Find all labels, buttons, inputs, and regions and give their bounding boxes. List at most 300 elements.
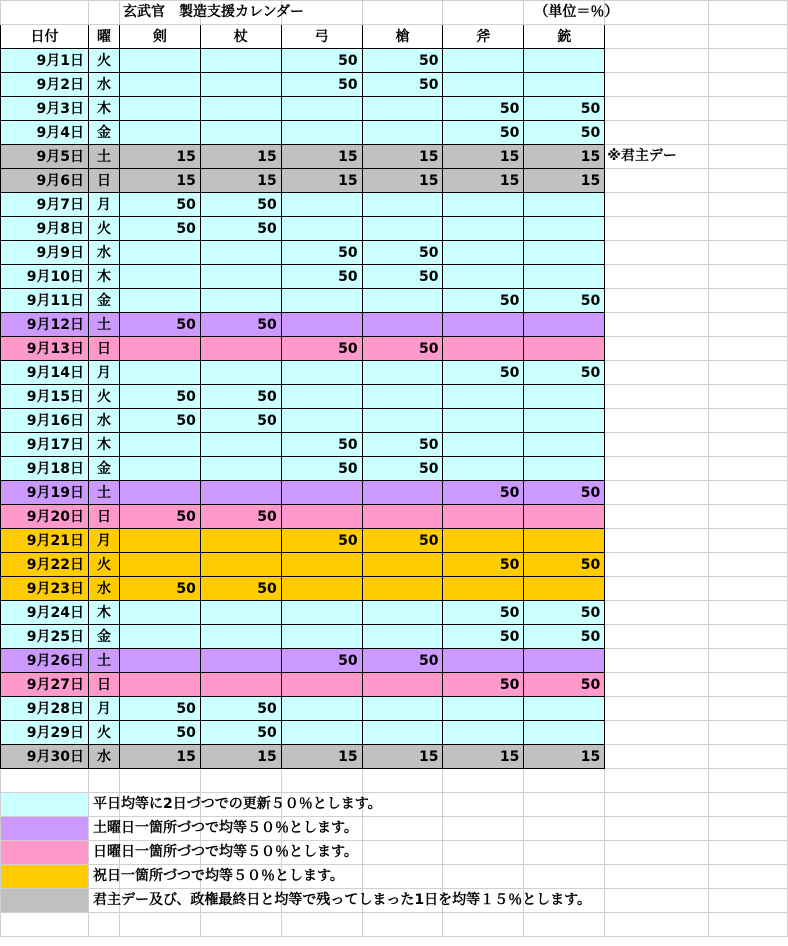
empty-cell[interactable] — [605, 721, 709, 745]
value-cell[interactable] — [281, 721, 362, 745]
value-cell[interactable]: 50 — [443, 625, 524, 649]
column-header[interactable]: 槍 — [362, 25, 443, 49]
value-cell[interactable] — [443, 217, 524, 241]
column-header[interactable]: 銃 — [524, 25, 605, 49]
value-cell[interactable] — [119, 49, 200, 73]
empty-cell[interactable] — [524, 865, 605, 889]
value-cell[interactable] — [362, 385, 443, 409]
empty-cell[interactable] — [709, 217, 788, 241]
value-cell[interactable] — [119, 265, 200, 289]
empty-cell[interactable] — [524, 769, 605, 793]
empty-cell[interactable] — [605, 697, 709, 721]
date-cell[interactable]: 9月4日 — [1, 121, 89, 145]
value-cell[interactable] — [281, 505, 362, 529]
value-cell[interactable] — [524, 721, 605, 745]
value-cell[interactable] — [524, 457, 605, 481]
empty-cell[interactable] — [605, 865, 709, 889]
value-cell[interactable] — [362, 481, 443, 505]
empty-cell[interactable] — [1, 1, 89, 25]
empty-cell[interactable] — [605, 73, 709, 97]
value-cell[interactable] — [281, 193, 362, 217]
empty-cell[interactable] — [88, 913, 119, 937]
value-cell[interactable] — [281, 601, 362, 625]
value-cell[interactable]: 50 — [200, 193, 281, 217]
empty-cell[interactable] — [88, 769, 119, 793]
value-cell[interactable]: 50 — [443, 481, 524, 505]
value-cell[interactable]: 50 — [119, 697, 200, 721]
value-cell[interactable] — [443, 577, 524, 601]
empty-cell[interactable] — [605, 793, 709, 817]
value-cell[interactable] — [119, 289, 200, 313]
empty-cell[interactable] — [709, 817, 788, 841]
value-cell[interactable]: 15 — [200, 145, 281, 169]
weekday-cell[interactable]: 金 — [88, 121, 119, 145]
legend-text[interactable] — [88, 793, 382, 817]
value-cell[interactable] — [281, 553, 362, 577]
value-cell[interactable] — [200, 625, 281, 649]
value-cell[interactable] — [443, 313, 524, 337]
value-cell[interactable]: 50 — [200, 505, 281, 529]
column-header[interactable]: 日付 — [1, 25, 89, 49]
date-cell[interactable]: 9月6日 — [1, 169, 89, 193]
value-cell[interactable]: 50 — [362, 49, 443, 73]
empty-cell[interactable] — [605, 409, 709, 433]
weekday-cell[interactable]: 月 — [88, 193, 119, 217]
value-cell[interactable]: 15 — [119, 169, 200, 193]
date-cell[interactable]: 9月16日 — [1, 409, 89, 433]
empty-cell[interactable] — [524, 793, 605, 817]
empty-cell[interactable] — [362, 865, 443, 889]
empty-cell[interactable] — [524, 841, 605, 865]
value-cell[interactable]: 50 — [362, 529, 443, 553]
value-cell[interactable] — [524, 529, 605, 553]
value-cell[interactable]: 50 — [524, 625, 605, 649]
value-cell[interactable]: 50 — [524, 121, 605, 145]
value-cell[interactable] — [119, 481, 200, 505]
empty-cell[interactable] — [709, 25, 788, 49]
weekday-cell[interactable]: 月 — [88, 529, 119, 553]
weekday-cell[interactable]: 日 — [88, 337, 119, 361]
legend-swatch[interactable] — [1, 793, 89, 817]
value-cell[interactable] — [119, 625, 200, 649]
empty-cell[interactable] — [605, 49, 709, 73]
value-cell[interactable] — [119, 553, 200, 577]
sheet-title[interactable] — [88, 1, 305, 25]
empty-cell[interactable] — [605, 337, 709, 361]
empty-cell[interactable] — [362, 913, 443, 937]
empty-cell[interactable] — [605, 265, 709, 289]
empty-cell[interactable] — [709, 865, 788, 889]
value-cell[interactable]: 50 — [362, 649, 443, 673]
value-cell[interactable] — [524, 409, 605, 433]
date-cell[interactable]: 9月7日 — [1, 193, 89, 217]
value-cell[interactable]: 50 — [200, 409, 281, 433]
weekday-cell[interactable]: 日 — [88, 505, 119, 529]
value-cell[interactable] — [443, 337, 524, 361]
column-header[interactable]: 弓 — [281, 25, 362, 49]
weekday-cell[interactable]: 木 — [88, 97, 119, 121]
value-cell[interactable] — [281, 481, 362, 505]
value-cell[interactable]: 15 — [281, 169, 362, 193]
weekday-cell[interactable]: 土 — [88, 649, 119, 673]
empty-cell[interactable] — [709, 577, 788, 601]
empty-cell[interactable] — [119, 769, 200, 793]
value-cell[interactable]: 50 — [200, 697, 281, 721]
weekday-cell[interactable]: 金 — [88, 625, 119, 649]
empty-cell[interactable] — [709, 337, 788, 361]
value-cell[interactable] — [200, 673, 281, 697]
value-cell[interactable] — [119, 673, 200, 697]
value-cell[interactable]: 15 — [119, 145, 200, 169]
value-cell[interactable] — [524, 697, 605, 721]
empty-cell[interactable] — [1, 769, 89, 793]
date-cell[interactable]: 9月17日 — [1, 433, 89, 457]
value-cell[interactable]: 15 — [362, 745, 443, 769]
value-cell[interactable] — [524, 649, 605, 673]
value-cell[interactable]: 50 — [281, 73, 362, 97]
weekday-cell[interactable]: 火 — [88, 49, 119, 73]
empty-cell[interactable] — [605, 1, 709, 25]
value-cell[interactable] — [362, 553, 443, 577]
value-cell[interactable] — [443, 697, 524, 721]
value-cell[interactable]: 15 — [281, 745, 362, 769]
value-cell[interactable]: 50 — [524, 289, 605, 313]
empty-cell[interactable] — [709, 721, 788, 745]
empty-cell[interactable] — [709, 1, 788, 25]
date-cell[interactable]: 9月14日 — [1, 361, 89, 385]
date-cell[interactable]: 9月21日 — [1, 529, 89, 553]
value-cell[interactable]: 50 — [200, 385, 281, 409]
value-cell[interactable] — [281, 673, 362, 697]
value-cell[interactable]: 50 — [200, 217, 281, 241]
value-cell[interactable] — [200, 289, 281, 313]
empty-cell[interactable] — [605, 889, 709, 913]
value-cell[interactable] — [200, 457, 281, 481]
value-cell[interactable] — [200, 241, 281, 265]
value-cell[interactable] — [524, 313, 605, 337]
value-cell[interactable] — [119, 361, 200, 385]
value-cell[interactable] — [200, 649, 281, 673]
value-cell[interactable] — [119, 649, 200, 673]
value-cell[interactable]: 50 — [524, 361, 605, 385]
value-cell[interactable] — [362, 121, 443, 145]
empty-cell[interactable] — [709, 769, 788, 793]
value-cell[interactable] — [443, 193, 524, 217]
value-cell[interactable] — [524, 265, 605, 289]
empty-cell[interactable] — [709, 793, 788, 817]
value-cell[interactable] — [281, 625, 362, 649]
empty-cell[interactable] — [605, 817, 709, 841]
column-header[interactable]: 剣 — [119, 25, 200, 49]
date-cell[interactable]: 9月8日 — [1, 217, 89, 241]
empty-cell[interactable] — [709, 841, 788, 865]
empty-cell[interactable] — [119, 913, 200, 937]
empty-cell[interactable] — [443, 817, 524, 841]
value-cell[interactable] — [362, 601, 443, 625]
date-cell[interactable]: 9月13日 — [1, 337, 89, 361]
empty-cell[interactable] — [605, 25, 709, 49]
empty-cell[interactable] — [362, 841, 443, 865]
weekday-cell[interactable]: 水 — [88, 73, 119, 97]
empty-cell[interactable] — [709, 697, 788, 721]
value-cell[interactable]: 50 — [443, 361, 524, 385]
value-cell[interactable]: 15 — [443, 145, 524, 169]
value-cell[interactable] — [443, 385, 524, 409]
date-cell[interactable]: 9月28日 — [1, 697, 89, 721]
empty-cell[interactable] — [709, 457, 788, 481]
value-cell[interactable] — [362, 577, 443, 601]
value-cell[interactable] — [200, 265, 281, 289]
empty-cell[interactable] — [443, 793, 524, 817]
value-cell[interactable]: 50 — [524, 97, 605, 121]
value-cell[interactable] — [281, 385, 362, 409]
value-cell[interactable] — [524, 337, 605, 361]
empty-cell[interactable] — [605, 601, 709, 625]
column-header[interactable]: 曜 — [88, 25, 119, 49]
empty-cell[interactable] — [362, 769, 443, 793]
value-cell[interactable] — [281, 217, 362, 241]
value-cell[interactable]: 50 — [119, 193, 200, 217]
date-cell[interactable]: 9月24日 — [1, 601, 89, 625]
value-cell[interactable]: 15 — [524, 169, 605, 193]
value-cell[interactable] — [119, 121, 200, 145]
date-cell[interactable]: 9月11日 — [1, 289, 89, 313]
empty-cell[interactable] — [524, 817, 605, 841]
value-cell[interactable]: 15 — [200, 169, 281, 193]
value-cell[interactable] — [119, 529, 200, 553]
empty-cell[interactable] — [605, 433, 709, 457]
unit-label[interactable] — [524, 1, 619, 25]
value-cell[interactable] — [443, 73, 524, 97]
date-cell[interactable]: 9月26日 — [1, 649, 89, 673]
weekday-cell[interactable]: 火 — [88, 217, 119, 241]
empty-cell[interactable] — [1, 913, 89, 937]
value-cell[interactable] — [119, 457, 200, 481]
value-cell[interactable] — [362, 673, 443, 697]
empty-cell[interactable] — [709, 241, 788, 265]
empty-cell[interactable] — [605, 553, 709, 577]
value-cell[interactable]: 50 — [119, 409, 200, 433]
legend-text[interactable] — [88, 889, 592, 913]
weekday-cell[interactable]: 火 — [88, 385, 119, 409]
value-cell[interactable]: 50 — [200, 313, 281, 337]
value-cell[interactable]: 15 — [443, 745, 524, 769]
empty-cell[interactable] — [709, 289, 788, 313]
value-cell[interactable] — [119, 433, 200, 457]
value-cell[interactable] — [443, 457, 524, 481]
value-cell[interactable] — [524, 385, 605, 409]
value-cell[interactable] — [200, 553, 281, 577]
value-cell[interactable] — [524, 577, 605, 601]
value-cell[interactable] — [443, 241, 524, 265]
value-cell[interactable] — [200, 529, 281, 553]
empty-cell[interactable] — [709, 385, 788, 409]
empty-cell[interactable] — [605, 193, 709, 217]
value-cell[interactable]: 50 — [362, 241, 443, 265]
value-cell[interactable] — [443, 649, 524, 673]
empty-cell[interactable] — [362, 1, 443, 25]
empty-cell[interactable] — [443, 841, 524, 865]
value-cell[interactable]: 15 — [200, 745, 281, 769]
weekday-cell[interactable]: 月 — [88, 361, 119, 385]
value-cell[interactable] — [443, 265, 524, 289]
value-cell[interactable]: 50 — [281, 649, 362, 673]
empty-cell[interactable] — [605, 649, 709, 673]
value-cell[interactable] — [281, 289, 362, 313]
weekday-cell[interactable]: 月 — [88, 697, 119, 721]
value-cell[interactable] — [524, 217, 605, 241]
value-cell[interactable] — [200, 481, 281, 505]
value-cell[interactable]: 50 — [281, 457, 362, 481]
empty-cell[interactable] — [709, 313, 788, 337]
value-cell[interactable] — [362, 409, 443, 433]
empty-cell[interactable] — [605, 169, 709, 193]
value-cell[interactable]: 50 — [443, 553, 524, 577]
date-cell[interactable]: 9月10日 — [1, 265, 89, 289]
value-cell[interactable]: 15 — [443, 169, 524, 193]
column-header[interactable]: 斧 — [443, 25, 524, 49]
weekday-cell[interactable]: 水 — [88, 745, 119, 769]
empty-cell[interactable] — [709, 121, 788, 145]
empty-cell[interactable] — [709, 97, 788, 121]
date-cell[interactable]: 9月12日 — [1, 313, 89, 337]
legend-text[interactable] — [88, 841, 358, 865]
weekday-cell[interactable]: 木 — [88, 433, 119, 457]
empty-cell[interactable] — [709, 889, 788, 913]
empty-cell[interactable] — [605, 457, 709, 481]
empty-cell[interactable] — [709, 145, 788, 169]
value-cell[interactable]: 50 — [443, 289, 524, 313]
value-cell[interactable] — [119, 337, 200, 361]
weekday-cell[interactable]: 火 — [88, 553, 119, 577]
empty-cell[interactable] — [709, 913, 788, 937]
empty-cell[interactable] — [605, 121, 709, 145]
column-header[interactable]: 杖 — [200, 25, 281, 49]
empty-cell[interactable] — [709, 169, 788, 193]
weekday-cell[interactable]: 日 — [88, 673, 119, 697]
weekday-cell[interactable]: 金 — [88, 457, 119, 481]
empty-cell[interactable] — [443, 913, 524, 937]
value-cell[interactable] — [524, 433, 605, 457]
value-cell[interactable] — [362, 193, 443, 217]
empty-cell[interactable] — [709, 361, 788, 385]
date-cell[interactable]: 9月1日 — [1, 49, 89, 73]
legend-swatch[interactable] — [1, 841, 89, 865]
empty-cell[interactable] — [709, 193, 788, 217]
empty-cell[interactable] — [281, 913, 362, 937]
value-cell[interactable] — [281, 97, 362, 121]
value-cell[interactable] — [524, 193, 605, 217]
empty-cell[interactable] — [605, 313, 709, 337]
value-cell[interactable] — [524, 241, 605, 265]
empty-cell[interactable] — [605, 385, 709, 409]
value-cell[interactable]: 50 — [524, 553, 605, 577]
empty-cell[interactable] — [605, 241, 709, 265]
empty-cell[interactable] — [709, 553, 788, 577]
value-cell[interactable]: 50 — [119, 385, 200, 409]
value-cell[interactable]: 50 — [119, 313, 200, 337]
value-cell[interactable] — [200, 433, 281, 457]
legend-swatch[interactable] — [1, 817, 89, 841]
empty-cell[interactable] — [443, 1, 524, 25]
value-cell[interactable]: 50 — [281, 529, 362, 553]
empty-cell[interactable] — [524, 913, 605, 937]
value-cell[interactable] — [443, 49, 524, 73]
value-cell[interactable]: 50 — [281, 241, 362, 265]
value-cell[interactable] — [443, 505, 524, 529]
value-cell[interactable] — [119, 73, 200, 97]
weekday-cell[interactable]: 日 — [88, 169, 119, 193]
date-cell[interactable]: 9月3日 — [1, 97, 89, 121]
value-cell[interactable]: 50 — [362, 433, 443, 457]
value-cell[interactable]: 15 — [362, 145, 443, 169]
empty-cell[interactable] — [709, 601, 788, 625]
value-cell[interactable]: 50 — [443, 601, 524, 625]
value-cell[interactable]: 50 — [362, 73, 443, 97]
date-cell[interactable]: 9月2日 — [1, 73, 89, 97]
weekday-cell[interactable]: 木 — [88, 265, 119, 289]
empty-cell[interactable] — [281, 769, 362, 793]
empty-cell[interactable] — [605, 217, 709, 241]
empty-cell[interactable] — [605, 361, 709, 385]
empty-cell[interactable] — [605, 769, 709, 793]
date-cell[interactable]: 9月25日 — [1, 625, 89, 649]
weekday-cell[interactable]: 土 — [88, 145, 119, 169]
value-cell[interactable] — [200, 337, 281, 361]
value-cell[interactable]: 50 — [443, 673, 524, 697]
empty-cell[interactable] — [362, 817, 443, 841]
value-cell[interactable] — [362, 625, 443, 649]
value-cell[interactable] — [281, 361, 362, 385]
value-cell[interactable] — [200, 361, 281, 385]
empty-cell[interactable] — [605, 529, 709, 553]
value-cell[interactable]: 50 — [524, 601, 605, 625]
weekday-cell[interactable]: 水 — [88, 241, 119, 265]
weekday-cell[interactable]: 水 — [88, 577, 119, 601]
date-cell[interactable]: 9月15日 — [1, 385, 89, 409]
date-cell[interactable]: 9月5日 — [1, 145, 89, 169]
empty-cell[interactable] — [709, 49, 788, 73]
legend-swatch[interactable] — [1, 889, 89, 913]
empty-cell[interactable] — [709, 745, 788, 769]
empty-cell[interactable] — [605, 745, 709, 769]
empty-cell[interactable] — [605, 625, 709, 649]
value-cell[interactable] — [362, 361, 443, 385]
empty-cell[interactable] — [709, 433, 788, 457]
value-cell[interactable] — [524, 505, 605, 529]
value-cell[interactable] — [200, 49, 281, 73]
value-cell[interactable]: 50 — [281, 433, 362, 457]
empty-cell[interactable] — [709, 73, 788, 97]
value-cell[interactable] — [362, 505, 443, 529]
value-cell[interactable]: 50 — [362, 337, 443, 361]
value-cell[interactable]: 50 — [119, 217, 200, 241]
empty-cell[interactable] — [709, 529, 788, 553]
value-cell[interactable]: 15 — [524, 145, 605, 169]
value-cell[interactable] — [443, 529, 524, 553]
value-cell[interactable]: 50 — [443, 97, 524, 121]
empty-cell[interactable] — [605, 97, 709, 121]
empty-cell[interactable] — [709, 673, 788, 697]
empty-cell[interactable] — [605, 673, 709, 697]
date-cell[interactable]: 9月27日 — [1, 673, 89, 697]
empty-cell[interactable] — [709, 481, 788, 505]
date-cell[interactable]: 9月19日 — [1, 481, 89, 505]
value-cell[interactable]: 50 — [524, 673, 605, 697]
value-cell[interactable]: 50 — [281, 265, 362, 289]
value-cell[interactable]: 50 — [281, 49, 362, 73]
weekday-cell[interactable]: 土 — [88, 481, 119, 505]
